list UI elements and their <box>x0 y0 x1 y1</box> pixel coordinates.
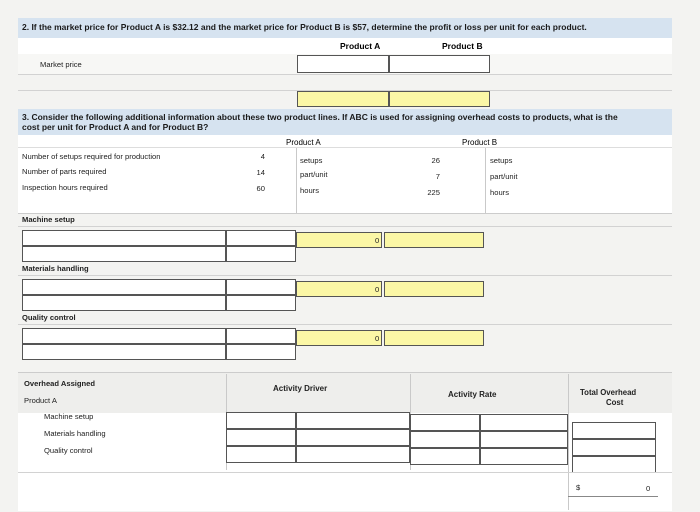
parts-label: Number of parts required <box>22 167 107 176</box>
divider <box>18 275 672 276</box>
market-price-b-input[interactable] <box>389 55 490 73</box>
divider <box>18 324 672 325</box>
overhead-item-machine-setup: Machine setup <box>44 412 94 421</box>
inspection-b-value: 225 <box>427 188 440 197</box>
total-overhead-header-line1: Total Overhead <box>580 388 637 397</box>
materials-handling-row2a[interactable] <box>22 295 226 311</box>
parts-a-unit: part/unit <box>300 170 328 179</box>
inspection-label: Inspection hours required <box>22 183 108 192</box>
quality-control-row2a[interactable] <box>22 344 226 360</box>
quality-control-pool-input[interactable] <box>22 328 226 344</box>
divider <box>18 74 672 75</box>
overhead-product-a-label: Product A <box>24 396 57 405</box>
machine-setup-rate-output <box>296 232 382 248</box>
divider <box>568 374 569 510</box>
oh-materials-rate-unit[interactable] <box>480 431 568 448</box>
machine-setup-row2a[interactable] <box>22 246 226 262</box>
setups-b-unit: setups <box>490 156 513 165</box>
inspection-a-unit: hours <box>300 186 319 195</box>
oh-machine-rate-unit[interactable] <box>480 414 568 431</box>
machine-setup-row2b[interactable] <box>226 246 296 262</box>
oh-materials-driver-unit[interactable] <box>296 429 410 446</box>
setups-a-value: 4 <box>260 152 265 161</box>
q3-question-line2: cost per unit for Product A and for Product B? <box>22 122 209 132</box>
overhead-item-quality-control: Quality control <box>44 446 93 455</box>
overhead-header-band <box>18 373 672 413</box>
q3-question-line1: 3. Consider the following additional information about these two product lines. If ABC is used for assigning overhead costs to products, what is the <box>22 112 618 122</box>
activity-driver-header: Activity Driver <box>273 384 328 393</box>
q3-product-b-header: Product B <box>462 138 498 147</box>
materials-handling-label: Materials handling <box>22 264 89 273</box>
oh-machine-rate-input[interactable] <box>410 414 480 431</box>
total-overhead-header-line2: Cost <box>606 398 624 407</box>
quality-control-label: Quality control <box>22 313 76 322</box>
setups-a-unit: setups <box>300 156 323 165</box>
oh-machine-total-input[interactable] <box>572 422 656 439</box>
materials-handling-pool-input[interactable] <box>22 279 226 295</box>
parts-b-value: 7 <box>435 172 440 181</box>
q3-header <box>18 109 672 136</box>
materials-handling-unit-input[interactable] <box>384 281 484 297</box>
total-currency-symbol: $ <box>576 483 581 492</box>
divider <box>18 226 672 227</box>
materials-handling-result: 0 <box>375 285 380 294</box>
inspection-a-value: 60 <box>256 184 265 193</box>
machine-setup-unit-input[interactable] <box>384 232 484 248</box>
quality-control-driver-input[interactable] <box>226 328 296 344</box>
market-price-label: Market price <box>40 60 82 69</box>
q2-question-text: 2. If the market price for Product A is $32.12 and the market price for Product B is $57, determine the profit or loss per unit for each product. <box>22 22 587 32</box>
profit-loss-a-input[interactable] <box>297 91 389 107</box>
machine-setup-label: Machine setup <box>22 215 75 224</box>
q2-product-a-header: Product A <box>340 41 381 51</box>
materials-handling-row2b[interactable] <box>226 295 296 311</box>
oh-materials-total-input[interactable] <box>572 439 656 456</box>
setups-b-value: 26 <box>431 156 440 165</box>
market-price-a-input[interactable] <box>297 55 389 73</box>
overhead-assigned-title: Overhead Assigned <box>24 379 96 388</box>
oh-quality-driver-unit[interactable] <box>296 446 410 463</box>
parts-a-value: 14 <box>256 168 265 177</box>
materials-handling-driver-input[interactable] <box>226 279 296 295</box>
oh-materials-rate-input[interactable] <box>410 431 480 448</box>
quality-control-unit-input[interactable] <box>384 330 484 346</box>
oh-quality-driver-input[interactable] <box>226 446 296 463</box>
profit-loss-b-input[interactable] <box>389 91 490 107</box>
total-overhead-value: 0 <box>646 484 651 493</box>
oh-materials-driver-input[interactable] <box>226 429 296 446</box>
divider <box>485 147 486 213</box>
oh-quality-rate-input[interactable] <box>410 448 480 465</box>
setups-label: Number of setups required for production <box>22 152 161 161</box>
oh-quality-total-input[interactable] <box>572 456 656 473</box>
machine-setup-result: 0 <box>375 236 380 245</box>
divider <box>18 147 672 148</box>
quality-control-row2b[interactable] <box>226 344 296 360</box>
q2-col-headers <box>18 38 672 55</box>
oh-machine-driver-unit[interactable] <box>296 412 410 429</box>
divider <box>568 496 658 497</box>
machine-setup-driver-input[interactable] <box>226 230 296 246</box>
materials-handling-rate-output <box>296 281 382 297</box>
divider <box>296 147 297 213</box>
parts-b-unit: part/unit <box>490 172 518 181</box>
quality-control-result: 0 <box>375 334 380 343</box>
q2-header <box>18 18 672 39</box>
activity-rate-header: Activity Rate <box>448 390 497 399</box>
overhead-item-materials-handling: Materials handling <box>44 429 106 438</box>
machine-setup-pool-input[interactable] <box>22 230 226 246</box>
q2-product-b-header: Product B <box>442 41 483 51</box>
oh-machine-driver-input[interactable] <box>226 412 296 429</box>
quality-control-rate-output <box>296 330 382 346</box>
q3-info-table <box>18 135 672 214</box>
oh-quality-rate-unit[interactable] <box>480 448 568 465</box>
inspection-b-unit: hours <box>490 188 509 197</box>
divider <box>18 472 672 473</box>
q3-product-a-header: Product A <box>286 138 321 147</box>
